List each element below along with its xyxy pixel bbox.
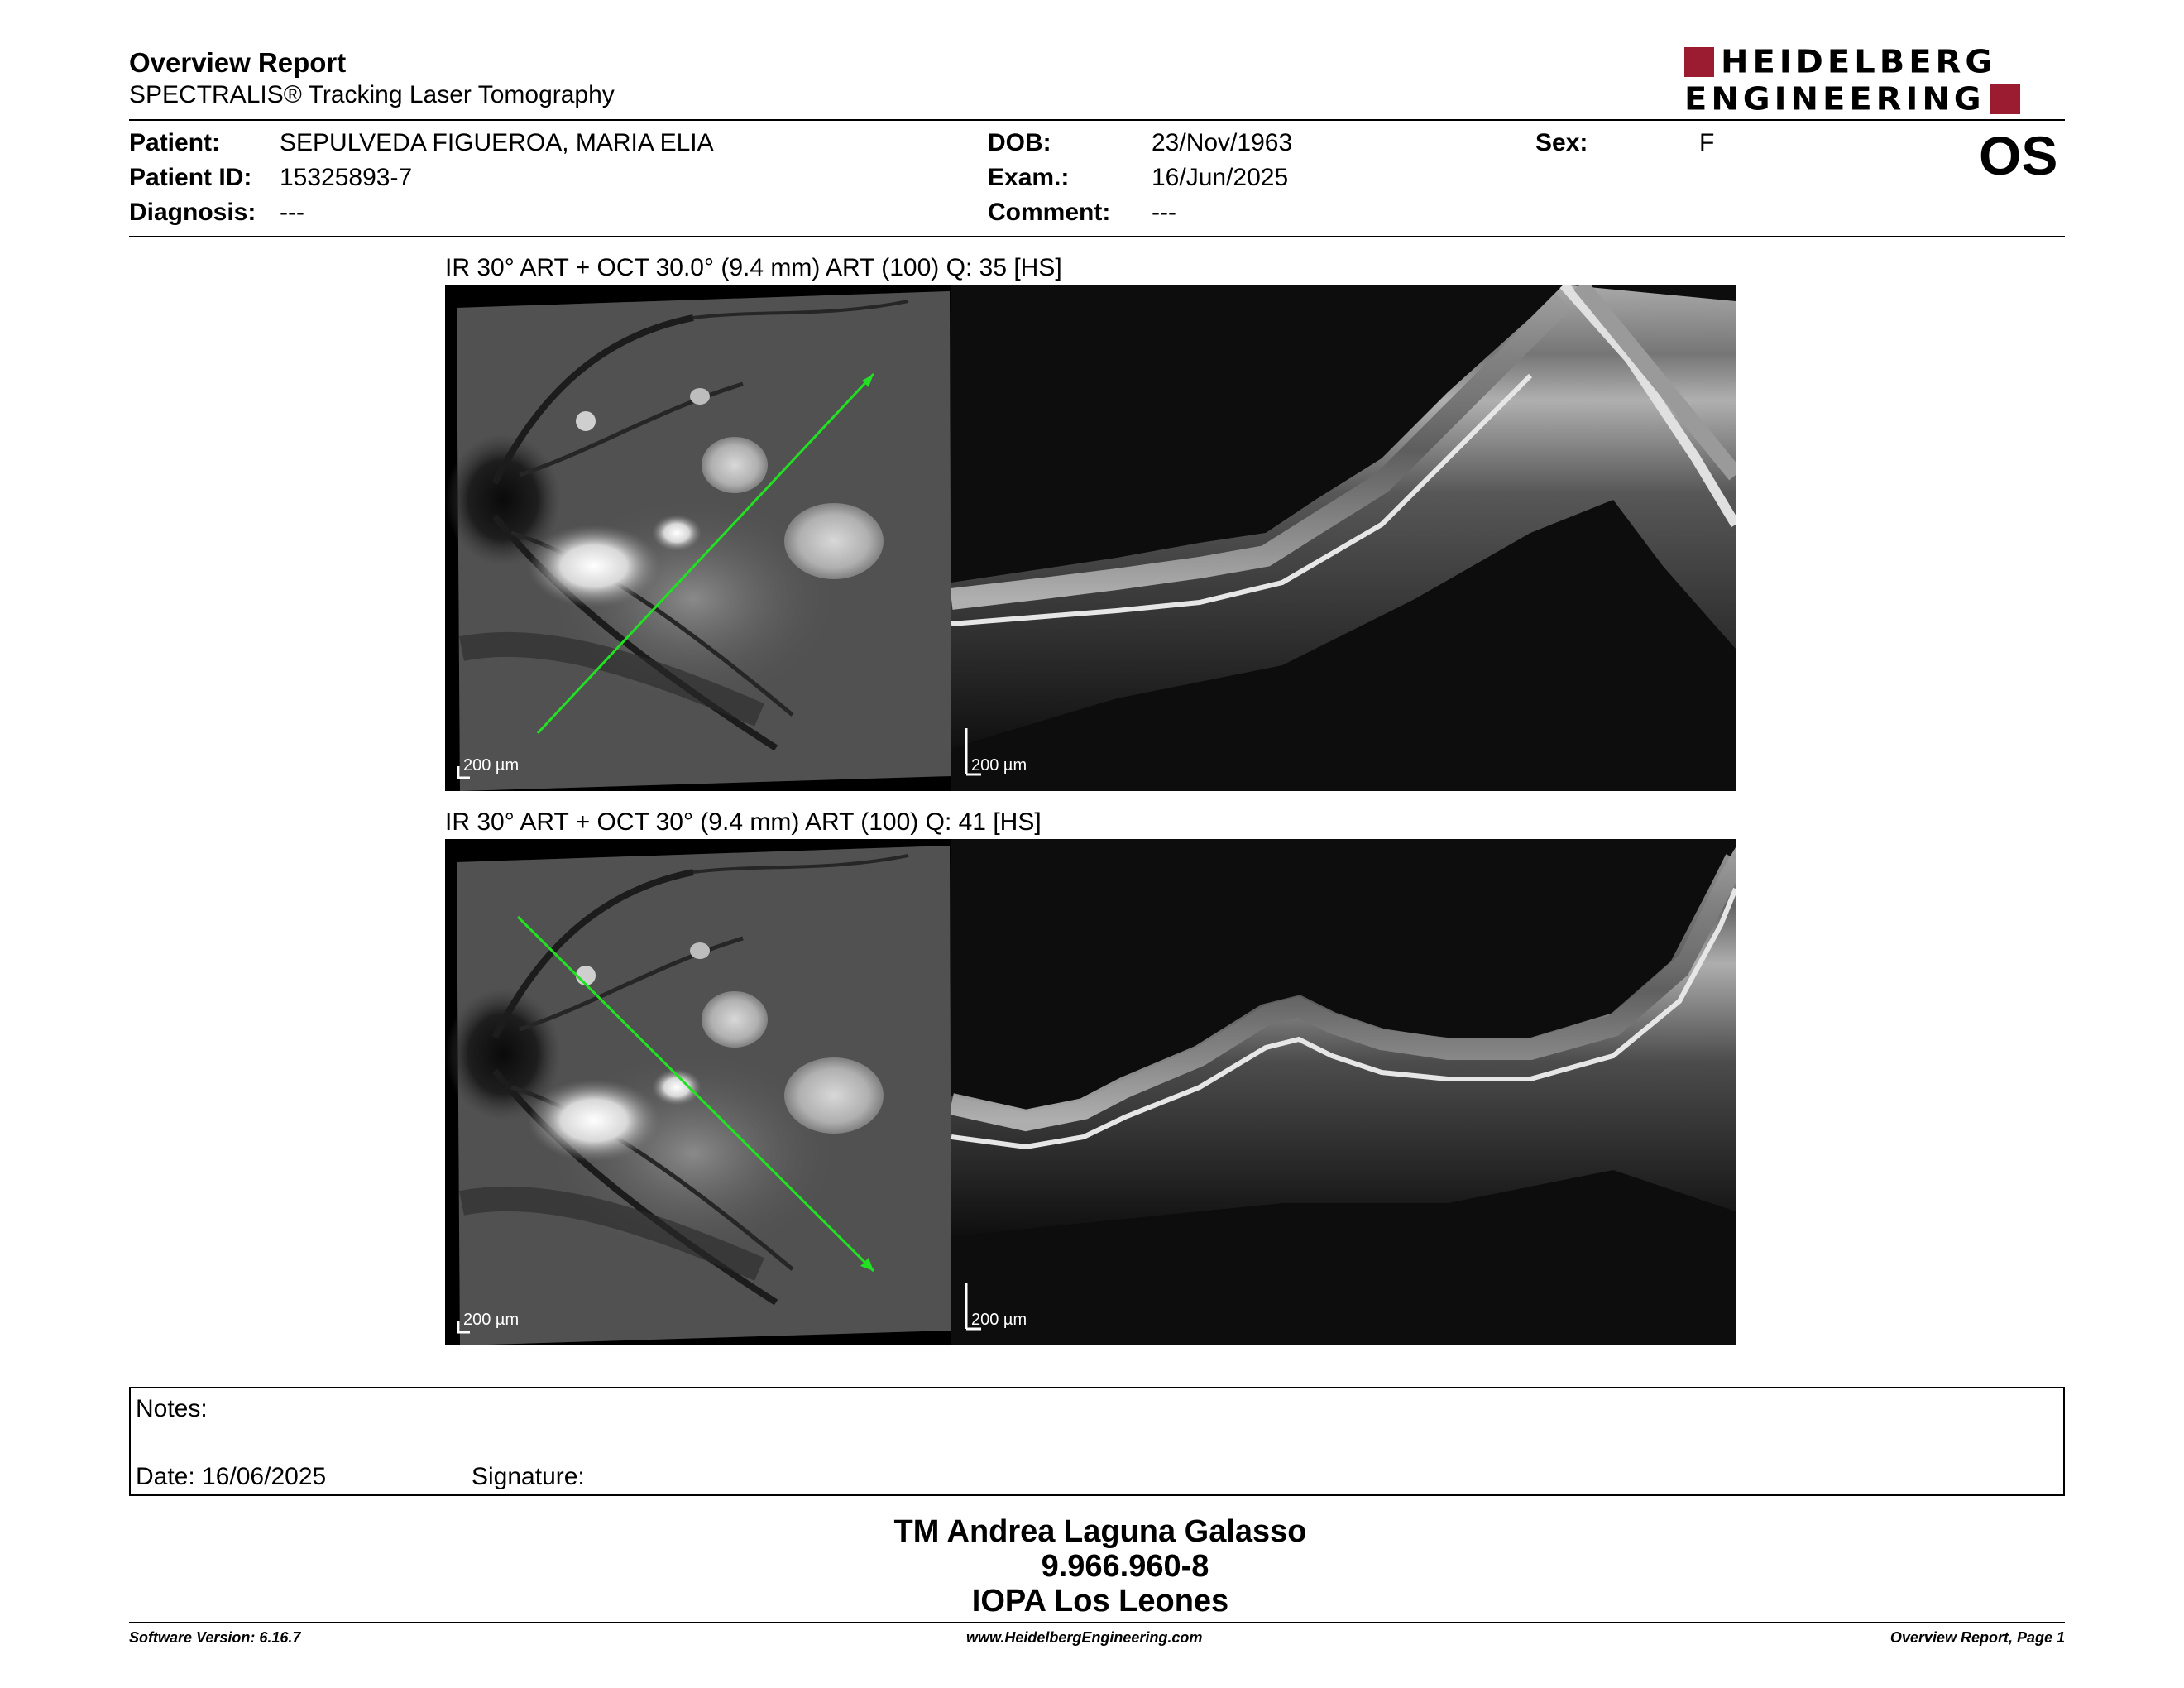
fundus-scale-label: 200 µm [463, 1311, 520, 1329]
fundus-image [445, 285, 951, 791]
logo-square-icon [1990, 84, 2020, 114]
logo-text-1: HEIDELBERG [1721, 44, 1997, 80]
page-indicator: Overview Report, Page 1 [1889, 1629, 2065, 1646]
patient-name: SEPULVEDA FIGUEROA, MARIA ELIA [280, 129, 714, 156]
oct-bscan-image [951, 285, 1736, 791]
software-version: Software Version: 6.16.7 [129, 1629, 301, 1646]
heidelberg-logo [1684, 46, 2065, 118]
diagnosis-value: --- [280, 199, 304, 226]
patient-id: 15325893-7 [280, 164, 413, 191]
scan-caption: IR 30° ART + OCT 30° (9.4 mm) ART (100) Q: 41 [HS] [445, 808, 1042, 836]
scan-panel-2 [445, 839, 1736, 1345]
notes-label: Notes: [136, 1395, 208, 1422]
logo-line-1 [1684, 46, 1996, 79]
website-link[interactable]: www.HeidelbergEngineering.com [966, 1629, 1203, 1646]
dob-label: DOB: [988, 129, 1051, 156]
report-subtitle: SPECTRALIS® Tracking Laser Tomography [129, 81, 615, 108]
patient-info-divider [129, 236, 2065, 237]
comment-label: Comment: [988, 199, 1111, 226]
logo-line-2 [1684, 83, 2020, 116]
footer-divider [129, 1622, 2065, 1623]
patient-name-label: Patient: [129, 129, 221, 156]
signer-id: 9.966.960-8 [1041, 1549, 1209, 1584]
header-divider [129, 119, 2065, 121]
notes-box[interactable] [129, 1387, 2065, 1496]
signature-label: Signature: [472, 1463, 585, 1490]
scan-panel-1 [445, 285, 1736, 791]
exam-value: 16/Jun/2025 [1152, 164, 1289, 191]
oct-scale-label: 200 µm [971, 1311, 1027, 1329]
fundus-scale-label: 200 µm [463, 756, 520, 774]
notes-date: Date: 16/06/2025 [136, 1463, 327, 1490]
diagnosis-label: Diagnosis: [129, 199, 256, 226]
comment-value: --- [1152, 199, 1176, 226]
signer-name: TM Andrea Laguna Galasso [893, 1514, 1307, 1549]
eye-laterality: OS [1979, 125, 2058, 186]
patient-id-label: Patient ID: [129, 164, 252, 191]
fundus-image [445, 839, 951, 1345]
exam-label: Exam.: [988, 164, 1070, 191]
dob-value: 23/Nov/1963 [1152, 129, 1293, 156]
scan-caption: IR 30° ART + OCT 30.0° (9.4 mm) ART (100) Q: 35 [HS] [445, 254, 1062, 281]
oct-bscan-image [951, 839, 1736, 1345]
oct-scale-label: 200 µm [971, 756, 1027, 774]
signer-institution: IOPA Los Leones [971, 1584, 1229, 1618]
sex-label: Sex: [1535, 129, 1588, 156]
report-title: Overview Report [129, 47, 347, 78]
logo-square-icon [1684, 47, 1714, 77]
logo-text-2: ENGINEERING [1684, 81, 1985, 117]
sex-value: F [1699, 129, 1715, 156]
